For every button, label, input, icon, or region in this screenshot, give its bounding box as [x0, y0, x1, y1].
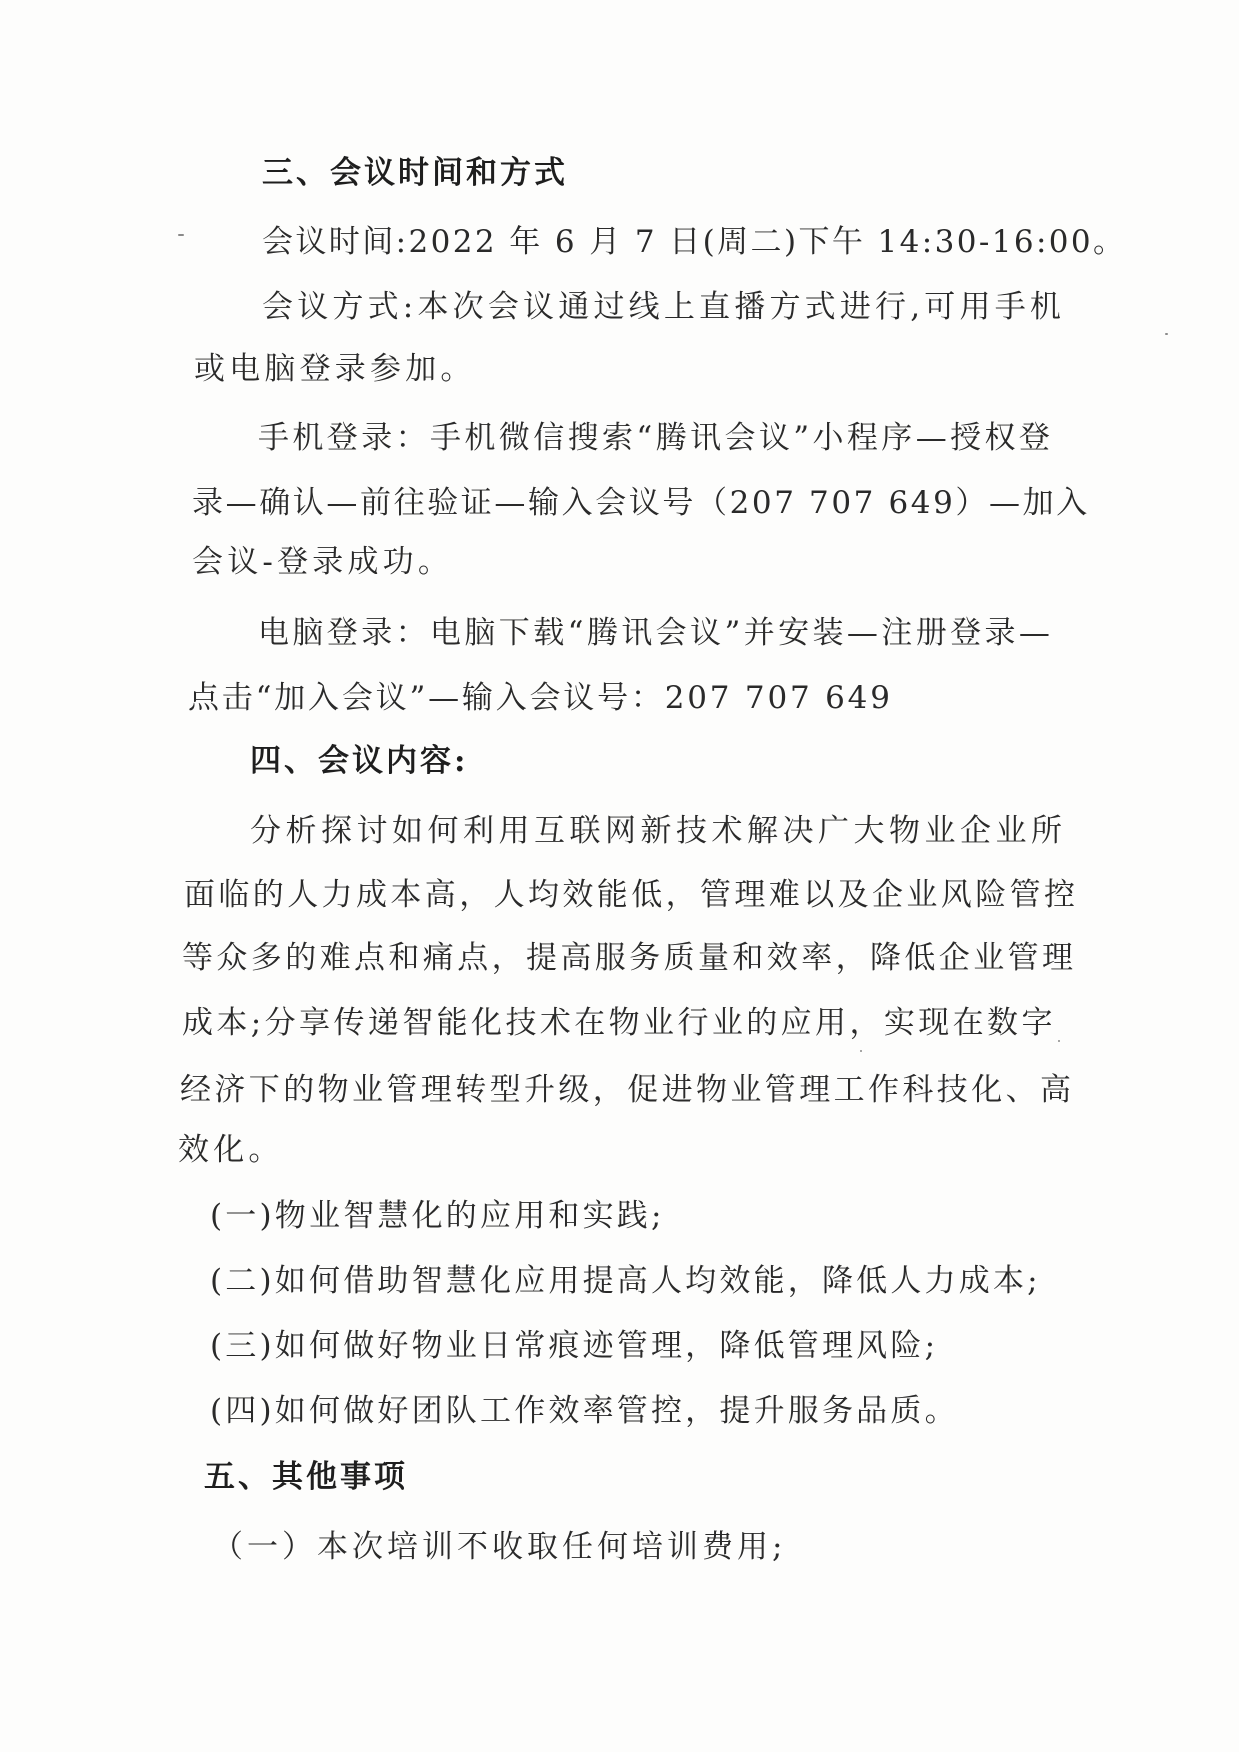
- content-line-1: 分析探讨如何利用互联网新技术解决广大物业企业所: [250, 813, 1067, 849]
- scan-speck: [1058, 1040, 1060, 1042]
- content-item-2: (二)如何借助智慧化应用提高人均效能，降低人力成本;: [210, 1263, 1041, 1299]
- scan-speck: [178, 234, 184, 236]
- content-item-3: (三)如何做好物业日常痕迹管理，降低管理风险;: [210, 1328, 939, 1364]
- mobile-login-line-2: 录—确认—前往验证—输入会议号（207 707 649）—加入: [192, 485, 1090, 521]
- section-4-heading: 四、会议内容:: [250, 743, 469, 779]
- mobile-login-line-1: 手机登录：手机微信搜索“腾讯会议”小程序—授权登: [258, 420, 1054, 456]
- content-item-1: (一)物业智慧化的应用和实践;: [210, 1198, 665, 1234]
- other-item-1: （一）本次培训不收取任何培训费用;: [212, 1529, 787, 1565]
- pc-login-line-1: 电脑登录：电脑下载“腾讯会议”并安装—注册登录—: [258, 615, 1054, 651]
- content-line-6: 效化。: [178, 1132, 284, 1168]
- content-line-3: 等众多的难点和痛点，提高服务质量和效率，降低企业管理: [182, 940, 1077, 976]
- meeting-method-line-1: 会议方式:本次会议通过线上直播方式进行,可用手机: [262, 289, 1066, 325]
- content-line-5: 经济下的物业管理转型升级，促进物业管理工作科技化、高: [180, 1072, 1075, 1108]
- content-line-4: 成本;分享传递智能化技术在物业行业的应用，实现在数字: [182, 1005, 1056, 1041]
- scan-speck: [1165, 333, 1168, 335]
- content-line-2: 面临的人力成本高，人均效能低，管理难以及企业风险管控: [184, 877, 1079, 913]
- pc-login-line-2: 点击“加入会议”—输入会议号：207 707 649: [188, 680, 893, 716]
- section-3-heading: 三、会议时间和方式: [262, 155, 568, 191]
- mobile-login-line-3: 会议-登录成功。: [192, 544, 454, 580]
- content-item-4: (四)如何做好团队工作效率管控，提升服务品质。: [210, 1393, 959, 1429]
- scan-speck: [860, 1050, 862, 1052]
- meeting-method-line-2: 或电脑登录参加。: [194, 351, 476, 387]
- section-5-heading: 五、其他事项: [204, 1459, 408, 1495]
- meeting-time: 会议时间:2022 年 6 月 7 日(周二)下午 14:30-16:00。: [262, 224, 1127, 260]
